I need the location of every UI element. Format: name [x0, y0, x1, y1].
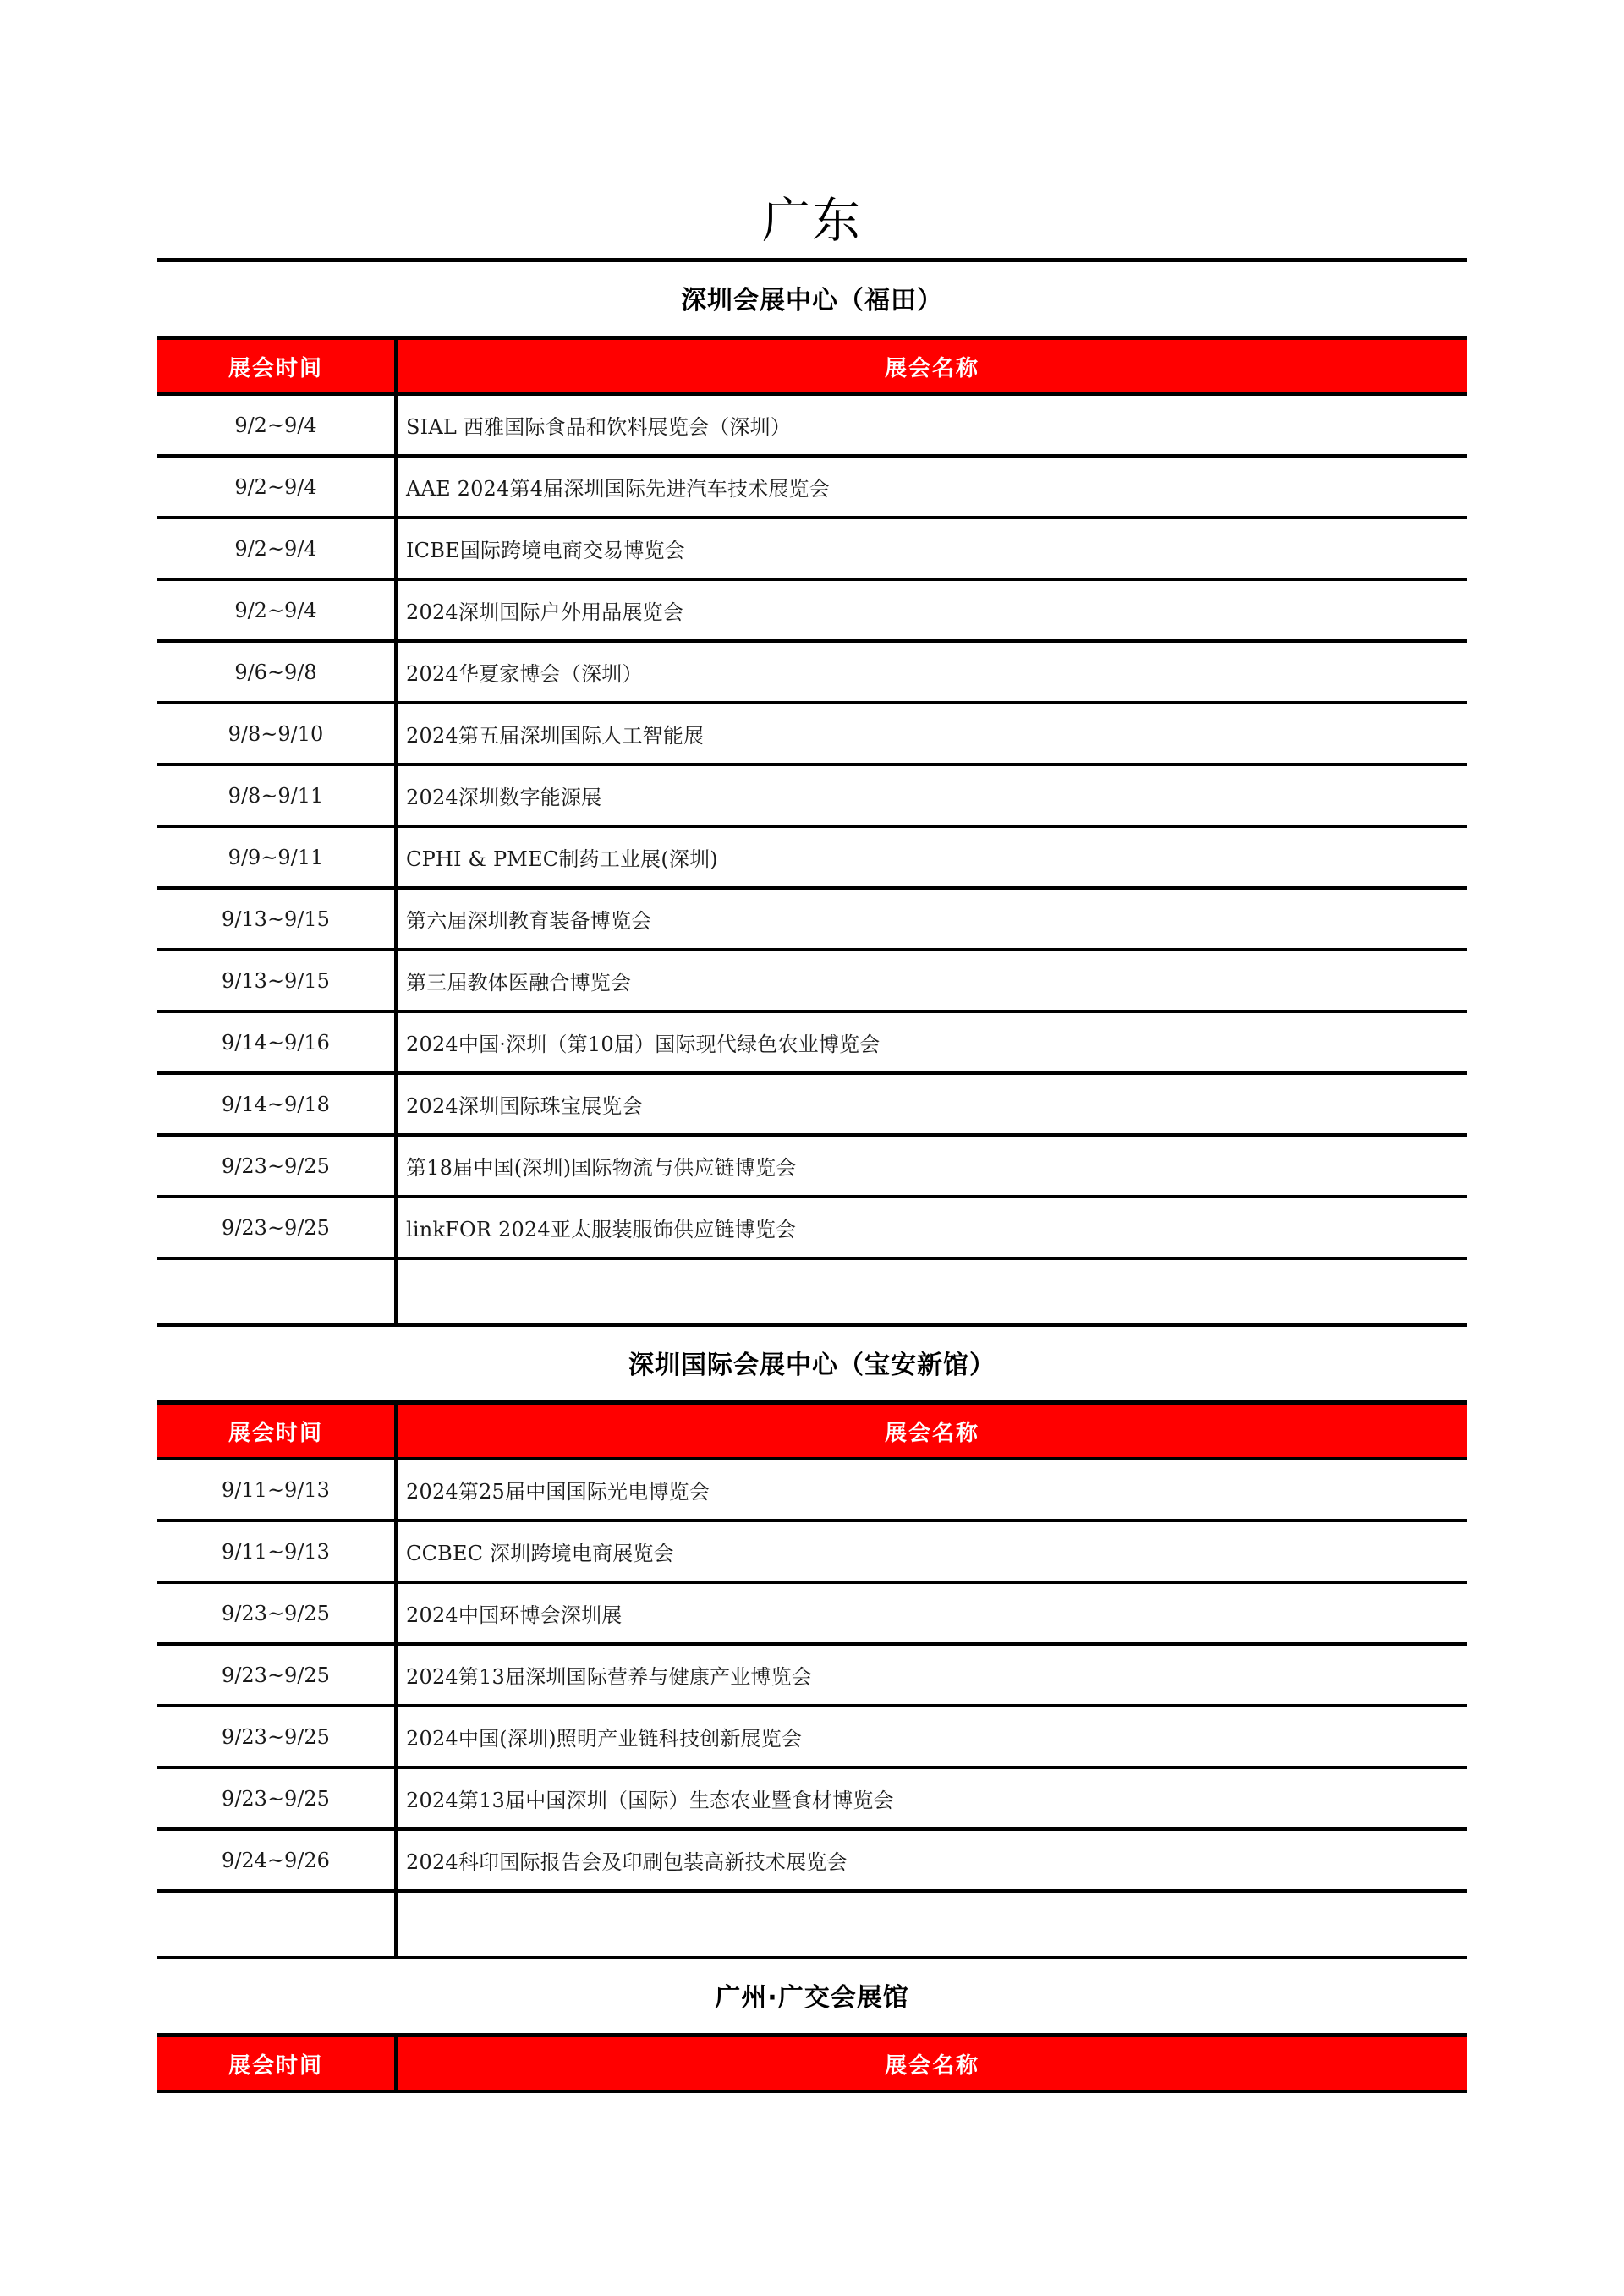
- cell-exhibition-name: ICBE国际跨境电商交易博览会: [396, 518, 1467, 579]
- cell-exhibition-time: 9/9~9/11: [157, 826, 396, 888]
- table-header-row: [157, 338, 1467, 395]
- cell-exhibition-name: 2024科印国际报告会及印刷包装高新技术展览会: [396, 1829, 1467, 1891]
- exhibition-schedule-table: [157, 336, 1467, 1327]
- venue-section-3: [0, 1959, 1624, 2093]
- cell-exhibition-name: 2024中国环博会深圳展: [396, 1582, 1467, 1644]
- table-head: [157, 2036, 1467, 2092]
- table-row: [157, 826, 1467, 888]
- column-header-time: 展会时间: [157, 1403, 396, 1460]
- column-header-name: 展会名称: [396, 2036, 1467, 2092]
- venue-heading-2: 深圳国际会展中心（宝安新馆）: [628, 1351, 996, 1381]
- sections-container: [0, 262, 1624, 2093]
- table-body: [157, 394, 1467, 1325]
- cell-exhibition-time: 9/14~9/16: [157, 1011, 396, 1073]
- cell-exhibition-time: [157, 1258, 396, 1325]
- cell-exhibition-time: 9/13~9/15: [157, 950, 396, 1011]
- table-row: [157, 579, 1467, 641]
- table-row: [157, 1011, 1467, 1073]
- table-row: [157, 1767, 1467, 1829]
- cell-exhibition-name: 2024深圳数字能源展: [396, 764, 1467, 826]
- table-header-row: [157, 1403, 1467, 1460]
- cell-exhibition-name: AAE 2024第4届深圳国际先进汽车技术展览会: [396, 456, 1467, 518]
- cell-exhibition-name: 2024中国(深圳)照明产业链科技创新展览会: [396, 1706, 1467, 1767]
- venue-heading-3: 广州·广交会展馆: [715, 1983, 909, 2014]
- cell-exhibition-name: 第三届教体医融合博览会: [396, 950, 1467, 1011]
- cell-exhibition-name: 2024第13届深圳国际营养与健康产业博览会: [396, 1644, 1467, 1706]
- table-row: [157, 764, 1467, 826]
- cell-exhibition-time: 9/14~9/18: [157, 1073, 396, 1135]
- cell-exhibition-time: 9/23~9/25: [157, 1135, 396, 1197]
- table-row: [157, 394, 1467, 456]
- column-header-time: 展会时间: [157, 2036, 396, 2092]
- cell-exhibition-name: 2024中国·深圳（第10届）国际现代绿色农业博览会: [396, 1011, 1467, 1073]
- table-row: [157, 1644, 1467, 1706]
- table-row: [157, 1706, 1467, 1767]
- exhibition-schedule-table: [157, 2033, 1467, 2093]
- table-row: [157, 456, 1467, 518]
- venue-heading-1: 深圳会展中心（福田）: [681, 286, 943, 316]
- cell-exhibition-time: 9/23~9/25: [157, 1706, 396, 1767]
- table-head: [157, 338, 1467, 395]
- table-row: [157, 1829, 1467, 1891]
- cell-exhibition-name: CCBEC 深圳跨境电商展览会: [396, 1521, 1467, 1582]
- exhibition-schedule-table: [157, 1400, 1467, 1959]
- page-title: 广东: [762, 193, 862, 249]
- cell-exhibition-name: 第六届深圳教育装备博览会: [396, 888, 1467, 950]
- cell-exhibition-name: 2024第25届中国国际光电博览会: [396, 1459, 1467, 1521]
- table-head: [157, 1403, 1467, 1460]
- cell-exhibition-name: 2024第五届深圳国际人工智能展: [396, 703, 1467, 764]
- cell-exhibition-name: 2024深圳国际珠宝展览会: [396, 1073, 1467, 1135]
- table-row: [157, 518, 1467, 579]
- column-header-name: 展会名称: [396, 338, 1467, 395]
- table-row: [157, 1582, 1467, 1644]
- cell-exhibition-time: 9/2~9/4: [157, 518, 396, 579]
- table-row-empty: [157, 1258, 1467, 1325]
- cell-exhibition-time: [157, 1891, 396, 1958]
- table-row-empty: [157, 1891, 1467, 1958]
- table-row: [157, 1521, 1467, 1582]
- table-row: [157, 1073, 1467, 1135]
- cell-exhibition-time: 9/6~9/8: [157, 641, 396, 703]
- cell-exhibition-time: 9/8~9/11: [157, 764, 396, 826]
- cell-exhibition-name: 2024第13届中国深圳（国际）生态农业暨食材博览会: [396, 1767, 1467, 1829]
- table-row: [157, 1135, 1467, 1197]
- cell-exhibition-time: 9/23~9/25: [157, 1767, 396, 1829]
- table-row: [157, 950, 1467, 1011]
- cell-exhibition-time: 9/13~9/15: [157, 888, 396, 950]
- column-header-time: 展会时间: [157, 338, 396, 395]
- cell-exhibition-name: linkFOR 2024亚太服装服饰供应链博览会: [396, 1197, 1467, 1258]
- cell-exhibition-time: 9/8~9/10: [157, 703, 396, 764]
- venue-section-1: [0, 262, 1624, 1327]
- cell-exhibition-time: 9/11~9/13: [157, 1459, 396, 1521]
- cell-exhibition-name: 2024深圳国际户外用品展览会: [396, 579, 1467, 641]
- cell-exhibition-time: 9/23~9/25: [157, 1644, 396, 1706]
- table-row: [157, 1459, 1467, 1521]
- table-row: [157, 703, 1467, 764]
- cell-exhibition-time: 9/24~9/26: [157, 1829, 396, 1891]
- cell-exhibition-name: SIAL 西雅国际食品和饮料展览会（深圳）: [396, 394, 1467, 456]
- cell-exhibition-time: 9/11~9/13: [157, 1521, 396, 1582]
- venue-section-2: [0, 1327, 1624, 1959]
- table-header-row: [157, 2036, 1467, 2092]
- cell-exhibition-name: [396, 1891, 1467, 1958]
- table-row: [157, 641, 1467, 703]
- cell-exhibition-time: 9/23~9/25: [157, 1582, 396, 1644]
- cell-exhibition-name: [396, 1258, 1467, 1325]
- cell-exhibition-time: 9/2~9/4: [157, 394, 396, 456]
- column-header-name: 展会名称: [396, 1403, 1467, 1460]
- table-row: [157, 1197, 1467, 1258]
- cell-exhibition-time: 9/2~9/4: [157, 579, 396, 641]
- table-row: [157, 888, 1467, 950]
- cell-exhibition-name: 第18届中国(深圳)国际物流与供应链博览会: [396, 1135, 1467, 1197]
- cell-exhibition-name: CPHI & PMEC制药工业展(深圳): [396, 826, 1467, 888]
- cell-exhibition-name: 2024华夏家博会（深圳）: [396, 641, 1467, 703]
- cell-exhibition-time: 9/23~9/25: [157, 1197, 396, 1258]
- cell-exhibition-time: 9/2~9/4: [157, 456, 396, 518]
- table-body: [157, 1459, 1467, 1958]
